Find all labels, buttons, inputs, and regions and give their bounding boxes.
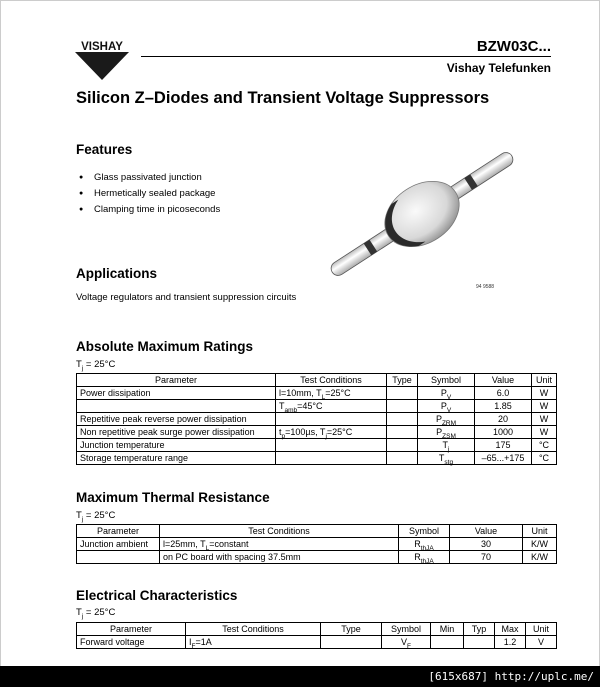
- thermal-table: [76, 524, 557, 564]
- footer-watermark: [615x687] http://uplc.me/: [0, 666, 600, 687]
- table-header-row: Parameter Test Conditions Type Symbol Min Typ Max Unit: [77, 623, 557, 636]
- table-header-row: Parameter Test Conditions Symbol Value Unit: [77, 525, 557, 538]
- abs-max-heading: Absolute Maximum Ratings: [76, 339, 254, 354]
- list-item: ● Clamping time in picoseconds: [79, 204, 220, 220]
- table-row: Junction temperature $T_j$ 175 °C: [77, 439, 557, 452]
- table-row: Non repetitive peak surge power dissipation $t_p=100\mu s$, $T_j=25^\circ C$ $P_{ZSM}$ 1000 W: [77, 426, 557, 439]
- page-title: Silicon Z–Diodes and Transient Voltage Suppressors: [76, 89, 490, 107]
- diode-package-icon: [327, 144, 517, 284]
- table-row: on PC board with spacing 37.5mm $R_{thJA}$ 70 K/W: [77, 551, 557, 564]
- abs-max-condition: $T_j = 25^\circ C$: [76, 359, 116, 372]
- figure-label: 94 9588: [476, 284, 495, 290]
- list-item: ● Glass passivated junction: [79, 172, 220, 188]
- table-row: Forward voltage $I_F=1A$ $V_F$ 1.2 V: [77, 636, 557, 649]
- electrical-heading: Electrical Characteristics: [76, 588, 238, 603]
- abs-max-table: [76, 373, 557, 465]
- header-rule: [141, 56, 551, 57]
- applications-heading: Applications: [76, 266, 158, 281]
- manufacturer: Vishay Telefunken: [446, 61, 551, 75]
- logo-text: VISHAY: [81, 41, 123, 53]
- features-heading: Features: [76, 142, 133, 157]
- electrical-table: [76, 622, 557, 649]
- table-row: $T_{amb}=45^\circ C$ $P_V$ 1.85 W: [77, 400, 557, 413]
- electrical-condition: $T_j = 25^\circ C$: [76, 607, 116, 620]
- table-row: Power dissipation l=10mm, $T_L=25^\circ C$ $P_V$ 6.0 W: [77, 387, 557, 400]
- list-item: ● Hermetically sealed package: [79, 188, 220, 204]
- thermal-condition: $T_j = 25^\circ C$: [76, 510, 116, 523]
- part-number: BZW03C...: [476, 38, 551, 55]
- table-row: Storage temperature range $T_{stg}$ –65...+175 °C: [77, 452, 557, 465]
- table-row: Junction ambient l=25mm, $T_L=constant$ $R_{thJA}$ 30 K/W: [77, 538, 557, 551]
- table-header-row: Parameter Test Conditions Type Symbol Value Unit: [77, 374, 557, 387]
- features-list: [79, 172, 220, 220]
- thermal-heading: Maximum Thermal Resistance: [76, 490, 270, 505]
- applications-text: Voltage regulators and transient suppression circuits: [76, 292, 297, 303]
- vishay-logo: [73, 39, 131, 81]
- table-row: Repetitive peak reverse power dissipation $P_{ZRM}$ 20 W: [77, 413, 557, 426]
